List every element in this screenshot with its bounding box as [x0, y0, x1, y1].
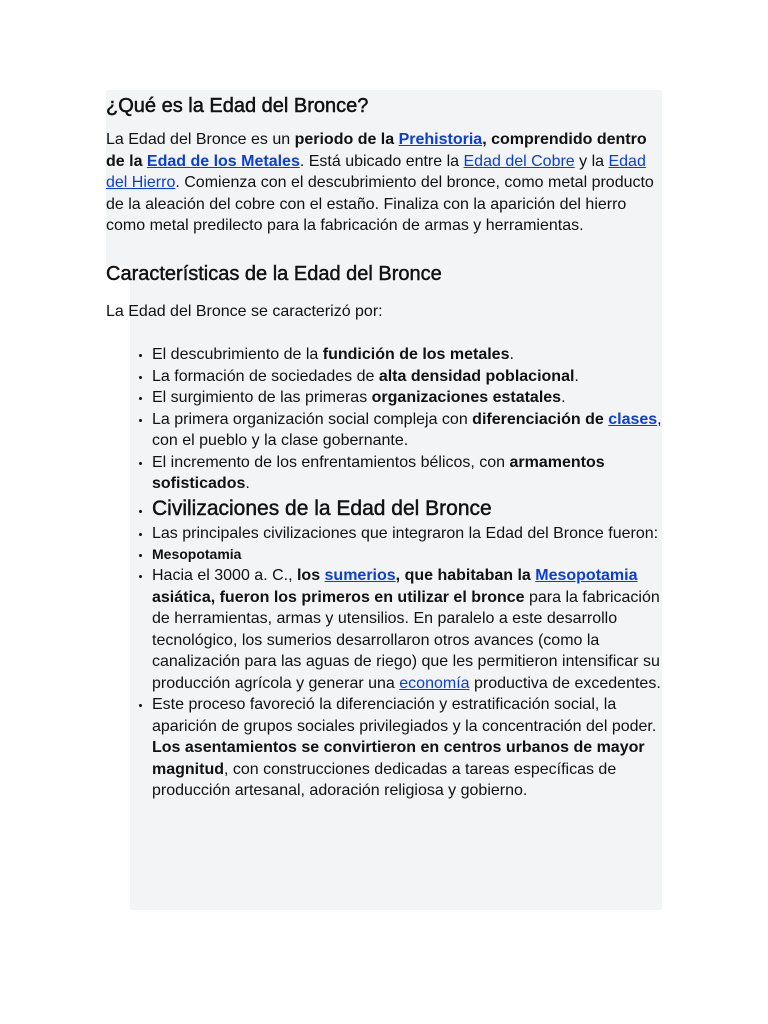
text: La formación de sociedades de: [152, 367, 379, 385]
text: . Está ubicado entre la: [299, 152, 464, 170]
list-item: [152, 452, 662, 495]
text: Hacia el 3000 a. C.,: [152, 567, 297, 584]
list-item: [152, 565, 662, 694]
text: El descubrimiento de la: [152, 346, 323, 363]
list-item-heading: • Civilizaciones de la Edad del Bronce: [152, 495, 662, 523]
list-item: [152, 387, 662, 409]
bold-text: Los asentamientos se convirtieron en centros urbanos de mayor magnitud: [152, 739, 645, 778]
text: .: [245, 475, 250, 492]
bold-text: diferenciación de: [472, 410, 609, 428]
section-heading: Características de la Edad del Bronce: [106, 262, 442, 285]
document-content: [106, 90, 662, 802]
text: .: [509, 346, 514, 363]
link-mesopotamia[interactable]: Mesopotamia: [535, 567, 638, 584]
document-page: [106, 90, 662, 802]
bold-text: alta densidad poblacional: [378, 367, 575, 385]
bold-text: , comprendido dentro de la: [106, 131, 647, 170]
section-intro: La Edad del Bronce se caracterizó por:: [106, 302, 383, 320]
link-edad-metales[interactable]: Edad de los Metales: [146, 152, 300, 170]
text: Este proceso favoreció la diferenciación y estratificación social, la aparición de grupos sociales privilegiados y la concentración del poder.: [152, 696, 657, 735]
text: La primera organización social compleja con: [152, 410, 473, 428]
list-item: [152, 366, 662, 388]
list-item: [152, 409, 662, 452]
list-item: • Las principales civilizaciones que integraron la Edad del Bronce fueron:: [152, 523, 662, 545]
text: para la fabricación de herramientas, armas y utensilios. En paralelo a este desarrollo tecnológico, los sumerios desarrollaron otros avances (como la canalización para las aguas de riego) que les permitieron intensificar su producción agrícola y generar una: [152, 588, 660, 692]
text: , con el pueblo y la clase gobernante.: [152, 410, 662, 449]
link-clases[interactable]: clases: [608, 410, 658, 428]
text: . Comienza con el descubrimiento del bronce, como metal producto de la aleación del cobre con el estaño. Finaliza con la aparición del hierro como metal predilecto para la fabricación de armas y herramientas.: [106, 174, 654, 234]
bold-text: periodo de la: [294, 131, 399, 148]
intro-paragraph: [106, 129, 662, 237]
link-sumerios[interactable]: sumerios: [324, 567, 396, 584]
characteristics-list: [106, 344, 662, 802]
text: productiva de excedentes.: [469, 674, 661, 692]
link-prehistoria[interactable]: Prehistoria: [398, 131, 483, 148]
text: y la: [574, 152, 609, 170]
list-item: [152, 694, 662, 802]
bold-text: los: [296, 567, 325, 584]
link-economia[interactable]: economía: [399, 674, 470, 692]
list-item: [152, 344, 662, 366]
text: El surgimiento de las primeras: [152, 389, 372, 406]
bold-text: fundición de los metales: [322, 346, 510, 363]
text: .: [574, 367, 579, 385]
bold-text: asiática, fueron los primeros en utilizar el bronce: [152, 588, 525, 606]
text: .: [561, 389, 566, 406]
text: El incremento de los enfrentamientos bélicos, con: [152, 453, 510, 471]
link-edad-cobre[interactable]: Edad del Cobre: [463, 152, 575, 170]
text: , con construcciones dedicadas a tareas específicas de producción artesanal, adoración religiosa y gobierno.: [152, 760, 617, 799]
bold-text: organizaciones estatales: [371, 389, 562, 406]
bold-text: , que habitaban la: [395, 567, 536, 584]
text: La Edad del Bronce es un: [106, 131, 295, 148]
list-item-mesopotamia: • Mesopotamia: [152, 544, 662, 565]
link-edad-hierro[interactable]: Edad del Hierro: [106, 152, 646, 191]
page-title: ¿Qué es la Edad del Bronce?: [106, 95, 369, 117]
bold-text: armamentos sofisticados: [152, 453, 605, 492]
